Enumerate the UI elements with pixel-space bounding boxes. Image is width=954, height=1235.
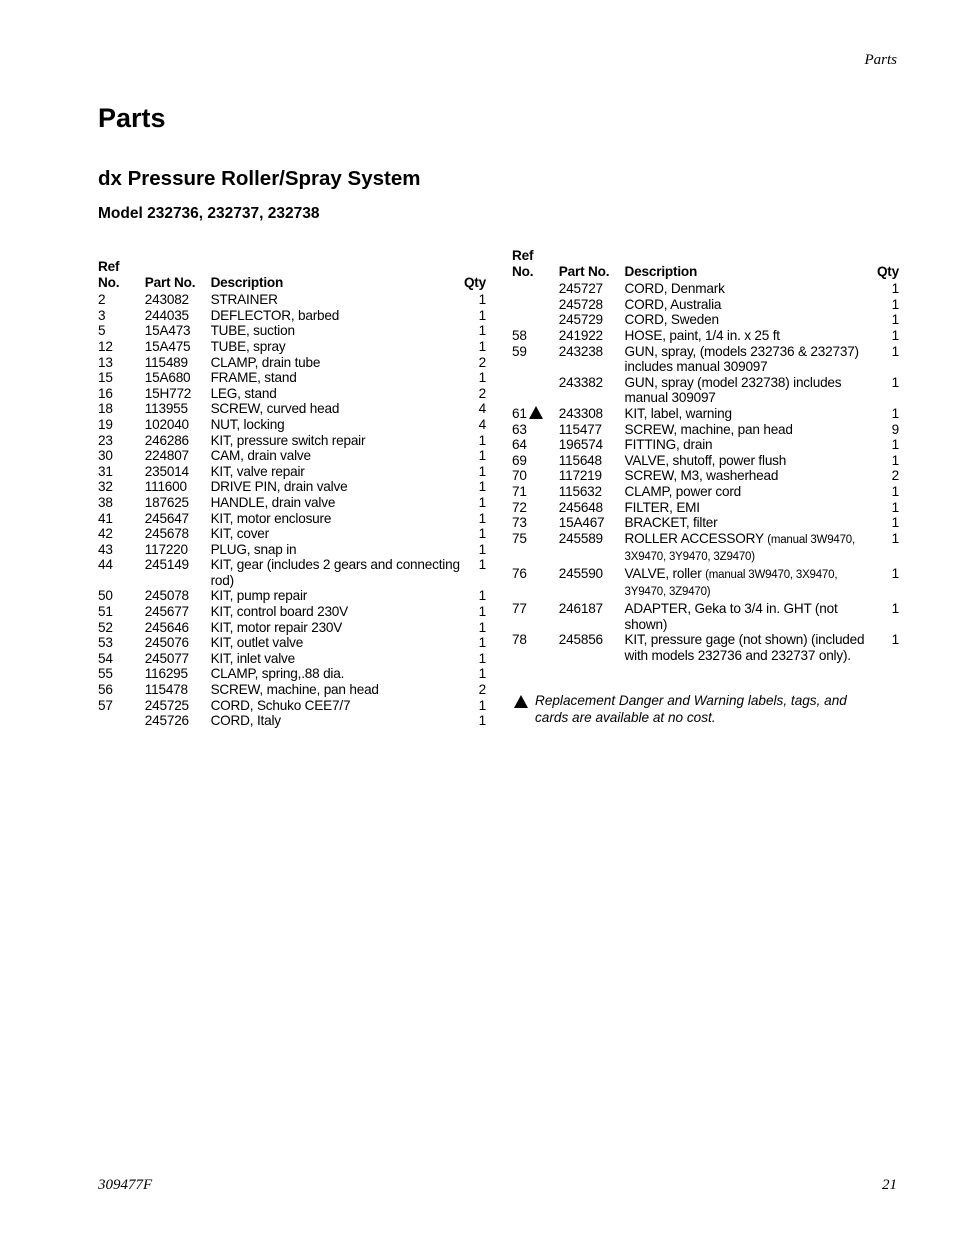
description-cell: SCREW, curved head — [210, 401, 340, 417]
ref-no-cell: 59 — [512, 343, 527, 359]
qty-cell: 1 — [478, 713, 486, 729]
qty-cell: 1 — [891, 499, 899, 515]
table-row — [98, 308, 486, 324]
warning-note-text: Replacement Danger and Warning labels, tags, and cards are available at no cost. — [535, 693, 847, 725]
part-no-header: Part No. — [558, 263, 610, 279]
description-cell: KIT, gear (includes 2 gears and connecting rod) — [210, 557, 460, 588]
ref-no-cell: 72 — [512, 499, 527, 515]
description-note: (manual 3W9470, 3X9470, 3Y9470, 3Z9470) — [624, 533, 855, 564]
table-row — [98, 433, 486, 449]
part-no-cell: 235014 — [144, 463, 189, 479]
part-no-cell: 15A680 — [144, 370, 191, 386]
table-row — [98, 495, 486, 511]
page-title: Parts — [98, 103, 166, 133]
ref-no-cell: 78 — [512, 632, 527, 648]
description-cell: GUN, spray (model 232738) includes manual 309097 — [624, 374, 842, 406]
part-no-cell: 187625 — [144, 494, 189, 510]
qty-cell: 1 — [891, 296, 899, 312]
part-no-cell: 15A467 — [558, 515, 605, 531]
part-no-cell: 246286 — [144, 432, 189, 448]
table-row — [512, 437, 899, 453]
description-cell: HANDLE, drain valve — [210, 494, 336, 510]
ref-no-cell: 51 — [98, 604, 113, 620]
qty-cell: 1 — [478, 541, 486, 557]
description-cell: KIT, pump repair — [210, 588, 308, 604]
part-no-cell: 245729 — [558, 312, 603, 328]
part-no-cell: 241922 — [558, 327, 603, 343]
qty-cell: 2 — [478, 385, 486, 401]
part-no-cell: 113955 — [144, 401, 188, 417]
qty-cell: 1 — [891, 343, 899, 359]
part-no-cell: 243238 — [558, 343, 603, 359]
table-row — [98, 511, 486, 527]
description-note: (manual 3W9470, 3X9470, 3Y9470, 3Z9470) — [624, 568, 838, 599]
part-no-cell: 245728 — [558, 296, 603, 312]
ref-no-cell: 16 — [98, 385, 113, 401]
description-cell: VALVE, roller (manual 3W9470, 3X9470, 3Y9470, 3Z9470) — [624, 565, 838, 599]
table-row — [98, 713, 486, 729]
description-cell: TUBE, spray — [210, 338, 286, 354]
ref-no-cell — [512, 312, 559, 328]
description-cell: CORD, Schuko CEE7/7 — [210, 697, 351, 713]
ref-no-cell: 71 — [512, 483, 527, 499]
qty-cell: 1 — [891, 452, 899, 468]
ref-no-cell: 32 — [98, 479, 113, 495]
part-no-cell: 224807 — [144, 448, 189, 464]
qty-cell: 9 — [891, 421, 899, 437]
description-cell: BRACKET, filter — [624, 515, 718, 531]
part-no-cell: 245677 — [144, 604, 189, 620]
qty-cell: 4 — [478, 401, 486, 417]
table-row — [98, 635, 486, 651]
ref-no-cell: 44 — [98, 557, 113, 573]
table-row — [512, 632, 899, 663]
parts-table-right — [512, 248, 899, 663]
table-row — [98, 666, 486, 682]
part-no-cell: 245647 — [144, 510, 189, 526]
ref-no-cell: 50 — [98, 588, 113, 604]
table-row — [98, 292, 486, 308]
ref-no-cell: 30 — [98, 448, 113, 464]
description-cell: SCREW, machine, pan head — [624, 421, 793, 437]
qty-cell: 1 — [478, 526, 486, 542]
description-cell: ROLLER ACCESSORY (manual 3W9470, 3X9470, 3Y9470, 3Z9470) — [624, 530, 855, 564]
description-header: Description — [210, 274, 284, 290]
table-row — [512, 468, 899, 484]
qty-cell: 2 — [891, 468, 899, 484]
ref-no-cell: 3 — [98, 307, 106, 323]
qty-cell: 1 — [891, 327, 899, 343]
document-number: 309477F — [98, 1177, 153, 1193]
part-no-cell: 115477 — [558, 421, 602, 437]
qty-cell: 1 — [478, 604, 486, 620]
table-row — [98, 339, 486, 355]
qty-cell: 2 — [478, 682, 486, 698]
ref-no-cell: 13 — [98, 354, 113, 370]
parts-table-right-body — [512, 281, 899, 663]
description-cell: CLAMP, power cord — [624, 483, 742, 499]
part-no-cell: 115632 — [558, 483, 602, 499]
table-row — [512, 566, 899, 601]
part-no-cell: 15A475 — [144, 338, 191, 354]
table-row — [512, 406, 899, 422]
part-no-cell: 245856 — [558, 632, 603, 648]
qty-cell: 1 — [891, 632, 899, 648]
part-no-cell: 243382 — [558, 374, 603, 390]
description-cell: KIT, valve repair — [210, 463, 305, 479]
table-row — [98, 682, 486, 698]
ref-no-cell: 61 — [512, 406, 559, 422]
part-no-cell: 245727 — [558, 281, 603, 297]
description-cell: SCREW, M3, washerhead — [624, 468, 779, 484]
qty-cell: 1 — [478, 619, 486, 635]
parts-table-left — [98, 259, 486, 729]
table-row — [512, 484, 899, 500]
part-no-cell: 115478 — [144, 682, 188, 698]
ref-no-cell: 77 — [512, 601, 527, 617]
part-no-cell: 245646 — [144, 619, 189, 635]
part-no-cell: 245726 — [144, 713, 189, 729]
qty-cell: 1 — [478, 650, 486, 666]
description-cell: CORD, Australia — [624, 296, 722, 312]
qty-cell: 1 — [478, 494, 486, 510]
description-cell: DRIVE PIN, drain valve — [210, 479, 348, 495]
ref-no-cell: 56 — [98, 682, 113, 698]
description-cell: KIT, pressure gage (not shown) (included with models 232736 and 232737 only). — [624, 632, 865, 663]
running-header: Parts — [864, 52, 897, 68]
table-header-row — [512, 248, 899, 281]
part-no-cell: 245648 — [558, 499, 603, 515]
part-no-cell: 246187 — [558, 601, 603, 617]
ref-no-cell: 76 — [512, 565, 527, 581]
part-no-cell: 116295 — [144, 666, 188, 682]
ref-no-cell — [512, 297, 559, 313]
ref-no-cell — [512, 281, 559, 297]
part-no-cell: 15A473 — [144, 323, 191, 339]
part-no-cell: 115489 — [144, 354, 188, 370]
ref-no-cell: 5 — [98, 323, 106, 339]
part-no-header: Part No. — [144, 274, 196, 290]
table-row — [98, 386, 486, 402]
part-no-cell: 102040 — [144, 416, 189, 432]
ref-no-cell: 38 — [98, 494, 113, 510]
description-cell: LEG, stand — [210, 385, 277, 401]
part-no-cell: 111600 — [144, 479, 187, 495]
ref-no-cell: 58 — [512, 327, 527, 343]
ref-no-cell — [98, 713, 145, 729]
table-row — [512, 500, 899, 516]
parts-table-left-body — [98, 292, 486, 729]
description-cell: FILTER, EMI — [624, 499, 700, 515]
ref-no-cell: 12 — [98, 338, 113, 354]
qty-cell: 1 — [891, 405, 899, 421]
qty-cell: 1 — [478, 432, 486, 448]
description-cell: ADAPTER, Geka to 3/4 in. GHT (not shown) — [624, 601, 838, 632]
warning-triangle-icon — [514, 695, 528, 708]
part-no-cell: 115648 — [558, 452, 602, 468]
qty-cell: 1 — [478, 666, 486, 682]
part-no-cell: 245149 — [144, 557, 189, 573]
ref-no-cell: 69 — [512, 452, 527, 468]
table-row — [98, 620, 486, 636]
ref-no-cell: 31 — [98, 463, 113, 479]
description-cell: CLAMP, drain tube — [210, 354, 321, 370]
description-cell: NUT, locking — [210, 416, 285, 432]
description-cell: KIT, motor repair 230V — [210, 619, 343, 635]
table-row — [98, 588, 486, 604]
description-cell: KIT, motor enclosure — [210, 510, 332, 526]
description-cell: CAM, drain valve — [210, 448, 311, 464]
part-no-cell: 245678 — [144, 526, 189, 542]
description-cell: KIT, control board 230V — [210, 604, 349, 620]
description-cell: DEFLECTOR, barbed — [210, 307, 340, 323]
description-cell: VALVE, shutoff, power flush — [624, 452, 787, 468]
qty-header: Qty — [876, 263, 899, 279]
ref-no-cell — [512, 375, 559, 406]
table-row — [512, 515, 899, 531]
table-row — [98, 355, 486, 371]
qty-cell: 1 — [478, 370, 486, 386]
qty-cell: 1 — [891, 530, 899, 546]
table-row — [98, 464, 486, 480]
table-row — [98, 651, 486, 667]
description-cell: STRAINER — [210, 292, 278, 308]
qty-cell: 1 — [478, 557, 486, 573]
qty-cell: 1 — [891, 601, 899, 617]
qty-cell: 1 — [478, 323, 486, 339]
table-header-row — [98, 259, 486, 292]
part-no-cell: 244035 — [144, 307, 189, 323]
description-cell: CORD, Sweden — [624, 312, 719, 328]
qty-cell: 1 — [478, 479, 486, 495]
table-row — [98, 448, 486, 464]
description-cell: KIT, outlet valve — [210, 635, 304, 651]
part-no-cell: 245076 — [144, 635, 189, 651]
ref-no-cell: 43 — [98, 541, 113, 557]
section-title: dx Pressure Roller/Spray System — [98, 167, 421, 190]
table-row — [98, 323, 486, 339]
table-row — [98, 604, 486, 620]
qty-cell: 1 — [891, 515, 899, 531]
description-cell: HOSE, paint, 1/4 in. x 25 ft — [624, 327, 780, 343]
qty-cell: 1 — [478, 448, 486, 464]
description-cell: FRAME, stand — [210, 370, 297, 386]
description-cell: CORD, Denmark — [624, 281, 725, 297]
qty-cell: 1 — [478, 635, 486, 651]
part-no-cell: 117219 — [558, 468, 602, 484]
description-cell: KIT, cover — [210, 526, 269, 542]
ref-no-cell: 73 — [512, 515, 527, 531]
ref-no-cell: 23 — [98, 432, 113, 448]
qty-cell: 1 — [478, 307, 486, 323]
ref-no-cell: 54 — [98, 650, 113, 666]
table-row — [98, 542, 486, 558]
ref-no-cell: 15 — [98, 370, 113, 386]
description-cell: FITTING, drain — [624, 437, 713, 453]
ref-no-cell: 42 — [98, 526, 113, 542]
description-cell: CLAMP, spring,.88 dia. — [210, 666, 345, 682]
table-row — [98, 370, 486, 386]
ref-no-cell: 2 — [98, 292, 106, 308]
table-row — [512, 312, 899, 328]
table-row — [98, 526, 486, 542]
qty-cell: 1 — [891, 437, 899, 453]
ref-no-cell: 41 — [98, 510, 113, 526]
warning-triangle-icon — [529, 406, 543, 419]
qty-cell: 2 — [478, 354, 486, 370]
table-row — [98, 479, 486, 495]
ref-no-cell: 63 — [512, 421, 527, 437]
ref-no-cell: 19 — [98, 416, 113, 432]
table-row — [512, 422, 899, 438]
table-row — [512, 297, 899, 313]
ref-no-cell: 70 — [512, 468, 527, 484]
qty-cell: 1 — [891, 565, 899, 581]
page-number: 21 — [882, 1177, 897, 1193]
part-no-cell: 245078 — [144, 588, 189, 604]
table-row — [512, 601, 899, 632]
table-row — [512, 453, 899, 469]
ref-no-cell: 18 — [98, 401, 113, 417]
part-no-cell: 15H772 — [144, 385, 192, 401]
warning-note — [512, 692, 872, 726]
qty-cell: 1 — [478, 292, 486, 308]
model-title: Model 232736, 232737, 232738 — [98, 205, 320, 222]
qty-cell: 1 — [478, 338, 486, 354]
description-cell: KIT, inlet valve — [210, 650, 296, 666]
table-row — [512, 375, 899, 406]
table-row — [512, 344, 899, 375]
ref-no-cell: 57 — [98, 697, 113, 713]
part-no-cell: 245077 — [144, 650, 189, 666]
ref-no-header: Ref No. — [512, 248, 534, 279]
ref-no-cell: 53 — [98, 635, 113, 651]
qty-cell: 1 — [478, 697, 486, 713]
description-cell: PLUG, snap in — [210, 541, 297, 557]
part-no-cell: 245590 — [558, 565, 603, 581]
part-no-cell: 117220 — [144, 541, 188, 557]
table-row — [98, 417, 486, 433]
part-no-cell: 245725 — [144, 697, 189, 713]
table-row — [512, 328, 899, 344]
qty-cell: 1 — [478, 463, 486, 479]
qty-cell: 1 — [891, 483, 899, 499]
description-cell: KIT, label, warning — [624, 405, 732, 421]
table-row — [98, 557, 486, 588]
description-header: Description — [624, 263, 698, 279]
qty-cell: 1 — [891, 374, 899, 390]
qty-cell: 1 — [891, 312, 899, 328]
part-no-cell: 196574 — [558, 437, 603, 453]
ref-no-cell: 64 — [512, 437, 527, 453]
description-cell: CORD, Italy — [210, 713, 281, 729]
ref-no-header: Ref No. — [98, 259, 120, 290]
table-row — [512, 531, 899, 566]
table-row — [512, 281, 899, 297]
table-row — [98, 698, 486, 714]
part-no-cell: 245589 — [558, 530, 603, 546]
part-no-cell: 243308 — [558, 405, 603, 421]
ref-no-cell: 55 — [98, 666, 113, 682]
qty-header: Qty — [463, 274, 486, 290]
qty-cell: 4 — [478, 416, 486, 432]
ref-no-cell: 52 — [98, 619, 113, 635]
qty-cell: 1 — [478, 588, 486, 604]
description-cell: SCREW, machine, pan head — [210, 682, 379, 698]
qty-cell: 1 — [891, 281, 899, 297]
description-cell: TUBE, suction — [210, 323, 295, 339]
qty-cell: 1 — [478, 510, 486, 526]
table-row — [98, 401, 486, 417]
description-cell: GUN, spray, (models 232736 & 232737) includes manual 309097 — [624, 343, 859, 375]
description-cell: KIT, pressure switch repair — [210, 432, 366, 448]
part-no-cell: 243082 — [144, 292, 189, 308]
ref-no-cell: 75 — [512, 530, 527, 546]
